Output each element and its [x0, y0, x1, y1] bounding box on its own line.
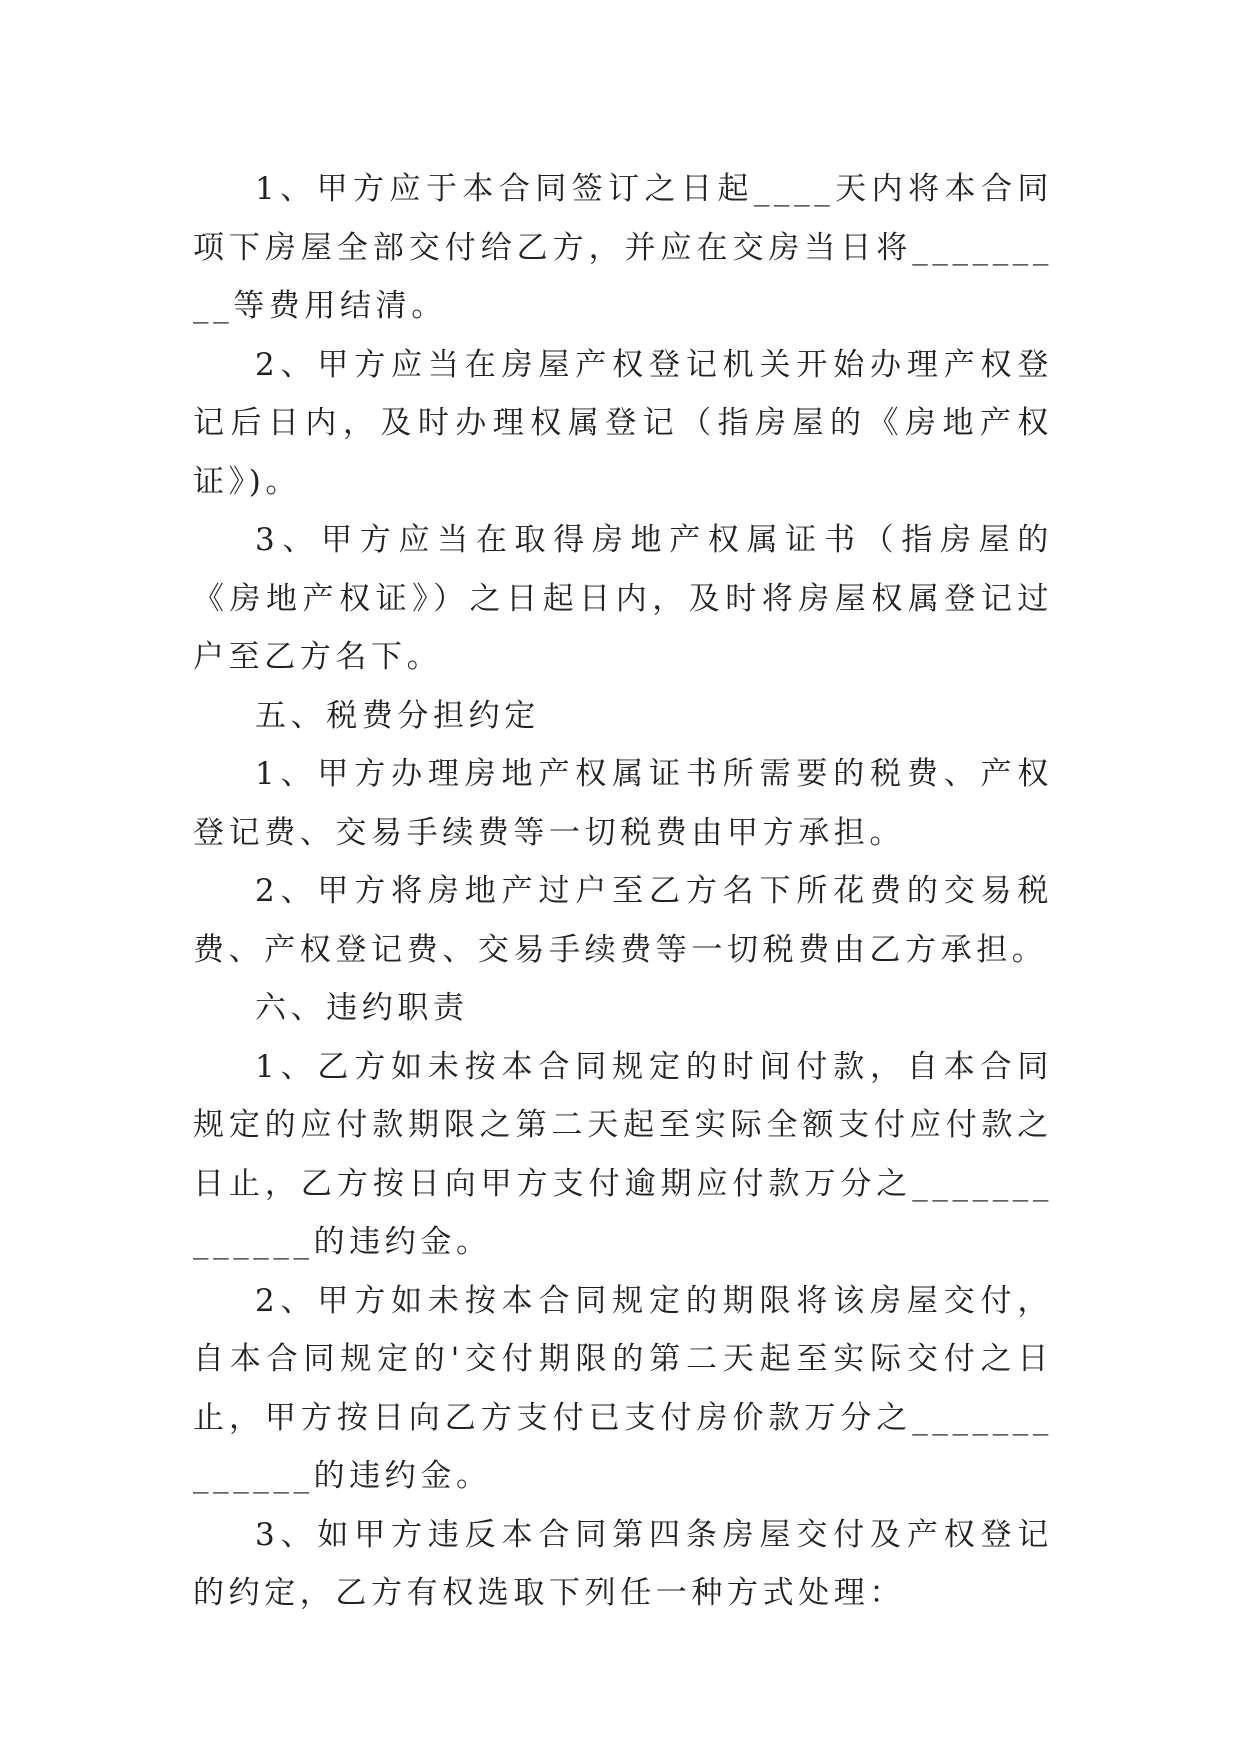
clause-6-2-paragraph: 2、甲方如未按本合同规定的期限将该房屋交付，自本合同规定的'交付期限的第二天起至实际交付之日止，甲方按日向乙方支付已支付房价款万分之_____________的违约金。: [193, 1282, 1053, 1494]
clause-6-1-paragraph: 1、乙方如未按本合同规定的时间付款，自本合同规定的应付款期限之第二天起至实际全额支付应付款之日止，乙方按日向甲方支付逾期应付款万分之_____________的违约金。: [193, 1048, 1053, 1260]
clause-4-1-paragraph: 1、甲方应于本合同签订之日起____天内将本合同项下房屋全部交付给乙方，并应在交房当日将_________等费用结清。: [193, 171, 1053, 324]
document-body: [193, 160, 1053, 1623]
clause-5-1-paragraph: 1、甲方办理房地产权属证书所需要的税费、产权登记费、交易手续费等一切税费由甲方承担。: [193, 756, 1053, 851]
clause-4-2-paragraph: 2、甲方应当在房屋产权登记机关开始办理产权登记后日内，及时办理权属登记（指房屋的《房地产权证》)。: [193, 346, 1053, 500]
section-6-heading: 六、违约职责: [255, 990, 469, 1026]
clause-5-2-paragraph: 2、甲方将房地产过户至乙方名下所花费的交易税费、产权登记费、交易手续费等一切税费由乙方承担。: [193, 873, 1053, 968]
section-5-heading: 五、税费分担约定: [255, 697, 540, 734]
clause-4-3-paragraph: 3、甲方应当在取得房地产权属证书（指房屋的《房地产权证》）之日起日内，及时将房屋权属登记过户至乙方名下。: [193, 522, 1053, 675]
clause-6-3-paragraph: 3、如甲方违反本合同第四条房屋交付及产权登记的约定，乙方有权选取下列任一种方式处理：: [193, 1516, 1053, 1611]
